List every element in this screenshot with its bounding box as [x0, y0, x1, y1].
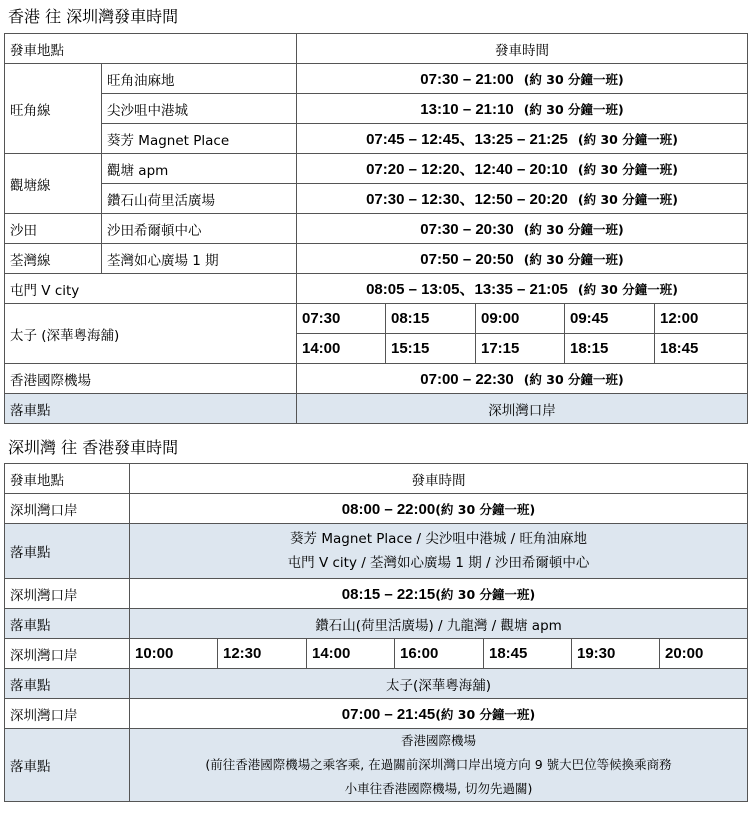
route-shatin-b: 荃灣線 — [5, 244, 102, 274]
stop-name: 葵芳 Magnet Place — [102, 124, 297, 154]
drop-row — [5, 729, 748, 802]
time-slot: 09:00 — [476, 304, 565, 334]
drop-stops: 屯門 V city / 荃灣如心廣場 1 期 / 沙田希爾頓中心 — [287, 555, 590, 571]
stop-name: 旺角油麻地 — [102, 64, 297, 94]
origin: 深圳灣口岸 — [5, 699, 130, 729]
time-range: 07:20 – 12:20、12:40 – 20:10 — [366, 161, 568, 178]
drop-stops: 葵芳 Magnet Place / 尖沙咀中港城 / 旺角油麻地 — [290, 531, 587, 547]
frequency-note: (約 30 分鐘一班) — [523, 71, 624, 87]
drop-row — [5, 524, 748, 579]
header-row — [5, 464, 748, 494]
time-range: 08:00 – 22:00 — [341, 500, 436, 518]
header-time: 發車時間 — [297, 34, 748, 64]
time-slot: 10:00 — [130, 639, 218, 669]
time-slot: 14:00 — [307, 639, 395, 669]
table-row — [5, 214, 748, 244]
time-slot: 12:30 — [218, 639, 307, 669]
frequency-note: (約 30 分鐘一班) — [577, 132, 678, 147]
table-row — [5, 304, 748, 334]
table-row — [5, 364, 748, 394]
time-range: 07:00 – 22:30 — [420, 370, 514, 388]
drop-label: 落車點 — [5, 524, 130, 579]
drop-row — [5, 394, 748, 424]
time-slot: 18:15 — [565, 334, 655, 364]
frequency-note: (約 30 分鐘一班) — [435, 501, 536, 517]
drop-label: 落車點 — [5, 669, 130, 699]
time-slot: 18:45 — [655, 334, 748, 364]
drop-stops: 太子(深華粵海舖) — [130, 669, 748, 699]
time-range: 07:30 – 12:30、12:50 – 20:20 — [366, 191, 568, 208]
origin: 深圳灣口岸 — [5, 494, 130, 524]
time-range: 07:45 – 12:45、13:25 – 21:25 — [366, 131, 568, 148]
table-row — [5, 244, 748, 274]
origin: 深圳灣口岸 — [5, 579, 130, 609]
time-range: 08:05 – 13:05、13:35 – 21:05 — [366, 281, 568, 298]
hk-to-sz-table — [4, 33, 748, 424]
time-slot: 09:45 — [565, 304, 655, 334]
route-taitze: 太子 (深華粵海舖) — [5, 304, 297, 364]
time-slot: 14:00 — [297, 334, 386, 364]
stop-name: 觀塘 apm — [102, 154, 297, 184]
table-row — [5, 154, 748, 184]
table2-title: 深圳灣 往 香港發車時間 — [8, 438, 179, 457]
frequency-note: (約 30 分鐘一班) — [577, 282, 678, 297]
table-row — [5, 94, 748, 124]
stop-name: 尖沙咀中港城 — [102, 94, 297, 124]
time-range: 08:15 – 22:15 — [341, 585, 436, 603]
drop-row — [5, 669, 748, 699]
time-slot: 15:15 — [386, 334, 476, 364]
time-slot: 19:30 — [572, 639, 660, 669]
time-slot: 08:15 — [386, 304, 476, 334]
table-row — [5, 184, 748, 214]
time-slot: 17:15 — [476, 334, 565, 364]
drop-label: 落車點 — [5, 729, 130, 802]
time-slot: 12:00 — [655, 304, 748, 334]
drop-value: 深圳灣口岸 — [297, 394, 748, 424]
time-slot: 16:00 — [395, 639, 484, 669]
route-kwuntong: 觀塘線 — [5, 154, 102, 214]
header-row — [5, 34, 748, 64]
sz-to-hk-table — [4, 463, 748, 802]
table-row — [5, 579, 748, 609]
frequency-note: (約 30 分鐘一班) — [523, 371, 624, 387]
frequency-note: (約 30 分鐘一班) — [435, 586, 536, 602]
drop-label: 落車點 — [5, 394, 297, 424]
header-time: 發車時間 — [130, 464, 748, 494]
table-row — [5, 274, 748, 304]
stop-name: 荃灣如心廣場 1 期 — [102, 244, 297, 274]
frequency-note: (約 30 分鐘一班) — [577, 162, 678, 177]
origin: 深圳灣口岸 — [5, 639, 130, 669]
stop-name: 鑽石山荷里活廣場 — [102, 184, 297, 214]
table1-title: 香港 往 深圳灣發車時間 — [8, 7, 179, 26]
frequency-note: (約 30 分鐘一班) — [435, 706, 536, 722]
drop-row — [5, 609, 748, 639]
drop-instructions: 小車往香港國際機場, 切勿先過關) — [344, 781, 533, 796]
time-range: 07:30 – 20:30 — [420, 220, 514, 238]
drop-stops: 鑽石山(荷里活廣場) / 九龍灣 / 觀塘 apm — [130, 609, 748, 639]
frequency-note: (約 30 分鐘一班) — [523, 221, 624, 237]
table-row — [5, 124, 748, 154]
header-place: 發車地點 — [5, 464, 130, 494]
route-mongkok: 旺角線 — [5, 64, 102, 154]
drop-label: 落車點 — [5, 609, 130, 639]
table-row — [5, 639, 748, 669]
time-range: 13:10 – 21:10 — [420, 100, 514, 118]
frequency-note: (約 30 分鐘一班) — [523, 251, 624, 267]
table-row — [5, 64, 748, 94]
route-airport: 香港國際機場 — [5, 364, 297, 394]
drop-instructions: (前往香港國際機場之乘客乘, 在過關前深圳灣口岸出境方向 9 號大巴位等候換乘商務 — [205, 757, 672, 772]
frequency-note: (約 30 分鐘一班) — [523, 101, 624, 117]
stop-name: 沙田希爾頓中心 — [102, 214, 297, 244]
time-slot: 18:45 — [484, 639, 572, 669]
time-slot: 07:30 — [297, 304, 386, 334]
table-row — [5, 699, 748, 729]
time-range: 07:30 – 21:00 — [420, 70, 514, 88]
route-shatin-a: 沙田 — [5, 214, 102, 244]
header-place: 發車地點 — [5, 34, 297, 64]
drop-stops: 香港國際機場 — [401, 733, 477, 748]
time-range: 07:00 – 21:45 — [341, 705, 436, 723]
table-row — [5, 494, 748, 524]
frequency-note: (約 30 分鐘一班) — [577, 192, 678, 207]
time-slot: 20:00 — [660, 639, 748, 669]
route-tuenmun: 屯門 V city — [5, 274, 297, 304]
time-range: 07:50 – 20:50 — [420, 250, 514, 268]
